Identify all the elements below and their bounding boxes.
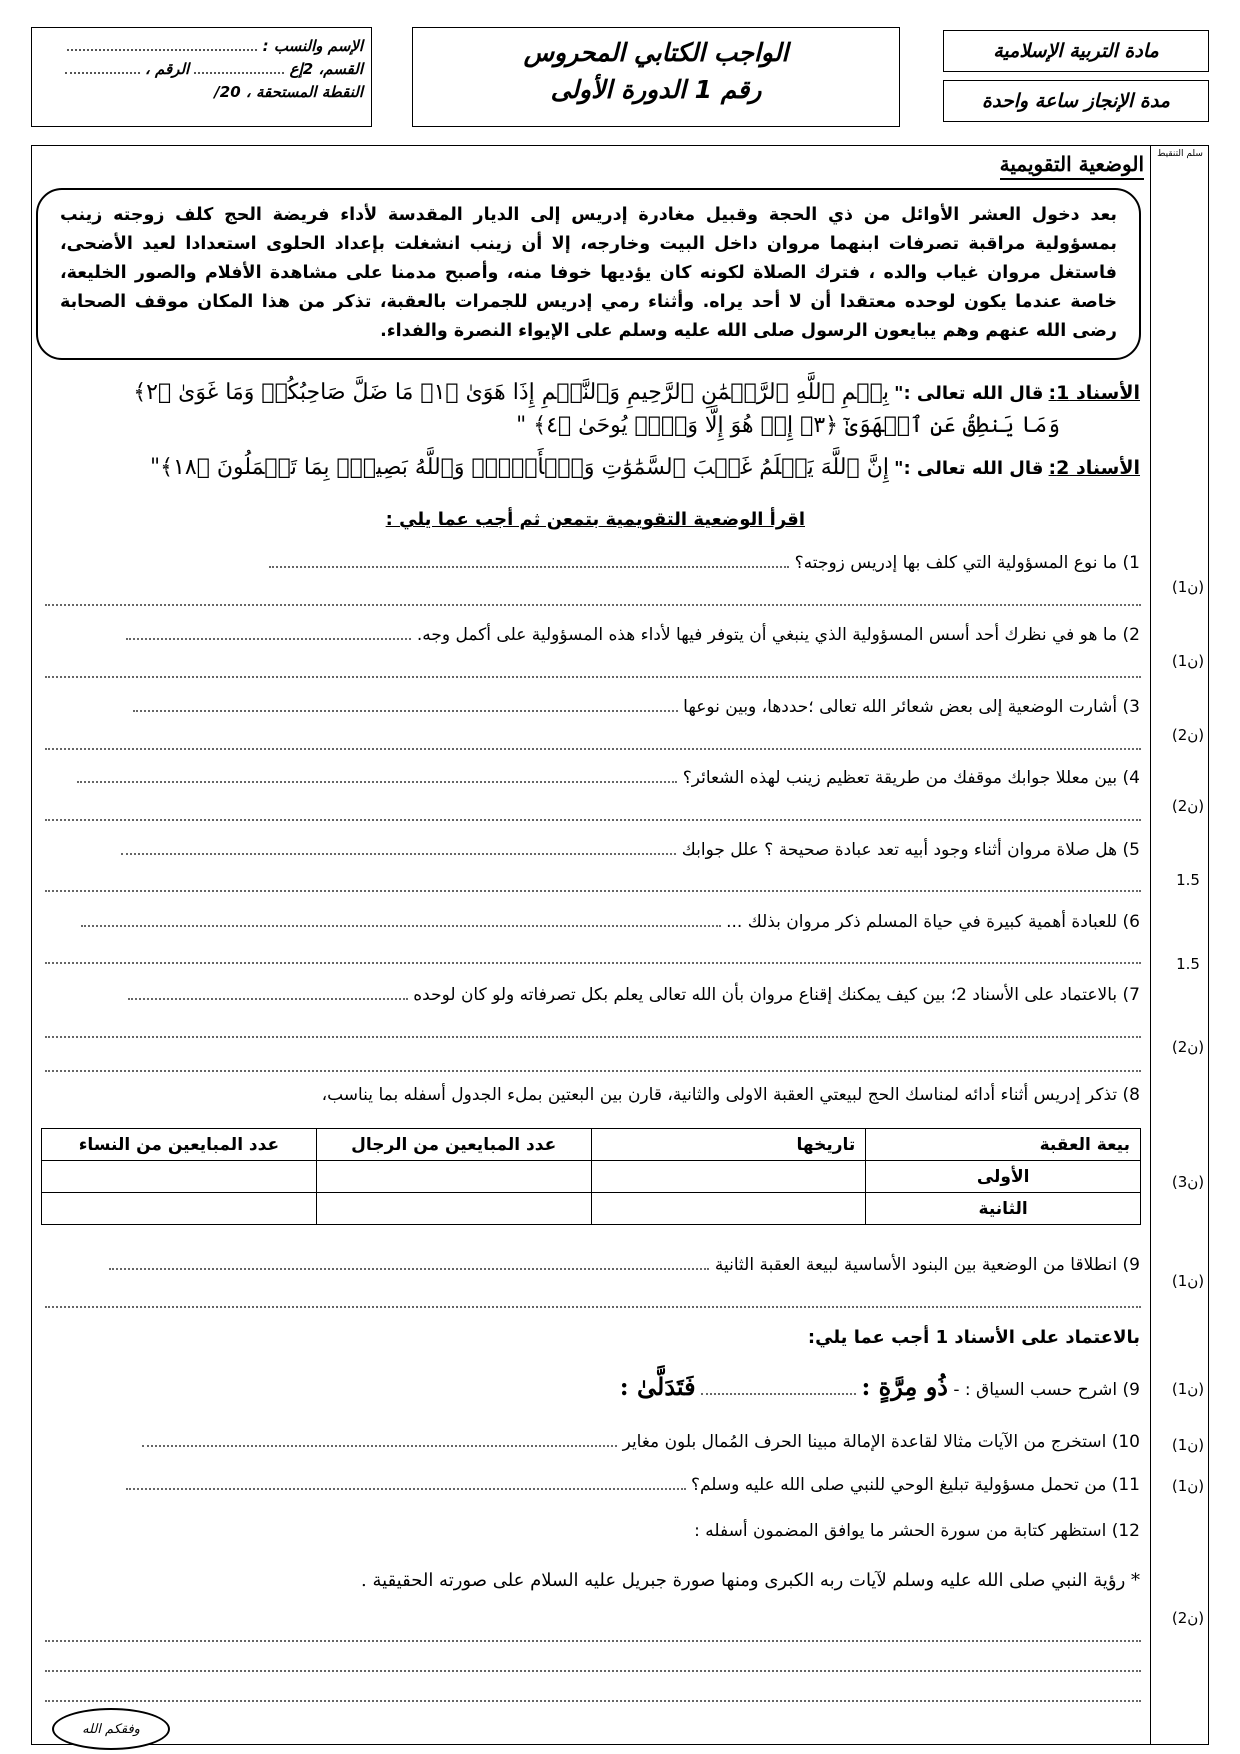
question-2: [126, 625, 1140, 645]
support1-label: الأسناد 1:: [1048, 382, 1140, 404]
name-row: [38, 35, 363, 58]
table-header-row: [42, 1129, 1141, 1161]
answer-5-line[interactable]: [45, 890, 1141, 892]
question-12-text: 12) استظهر كتابة من سورة الحشر ما يوافق المضمون أسفله :: [694, 1521, 1140, 1541]
answer-5-field[interactable]: [121, 853, 676, 855]
mark-7: (2ن): [1171, 1038, 1205, 1056]
question-8: [322, 1085, 1140, 1105]
support1-intro: قال الله تعالى :": [894, 383, 1044, 404]
mark-8: (3ن): [1171, 1173, 1205, 1191]
question-9: [109, 1255, 1140, 1275]
table-input-cell[interactable]: [591, 1161, 866, 1193]
question-2-text: 2) ما هو في نظرك أحد أسس المسؤولية الذي ينبغي أن يتوفر فيها لأداء هذه المسؤولية على أكمل وجه.: [416, 625, 1140, 645]
score-label: النقطة المستحقة ، 20/: [214, 83, 363, 101]
class-label: القسم، 2إع: [289, 60, 363, 78]
mark-5: 1.5: [1176, 871, 1200, 889]
score-row: [38, 81, 363, 104]
question-11: [126, 1475, 1140, 1495]
support2-intro: قال الله تعالى :": [894, 458, 1044, 479]
question-12-content: * رؤية النبي صلى الله عليه وسلم لآيات ربه الكبرى ومنها صورة جبريل عليه السلام على صورته الحقيقية .: [361, 1570, 1140, 1591]
table-input-cell[interactable]: [316, 1193, 591, 1225]
support1-verse-line1: بِسۡمِ ٱللَّهِ ٱلرَّحۡمَٰنِ ٱلرَّحِيمِ وَٱلنَّجۡمِ إِذَا هَوَىٰ ﴿١﴾ مَا ضَلَّ صَاحِبُكُمۡ وَمَا غَوَىٰ ﴿٢﴾: [133, 380, 889, 405]
question-6-text: 6) للعبادة أهمية كبيرة في حياة المسلم ذكر مروان بذلك ...: [726, 912, 1140, 932]
name-label: الإسم والنسب :: [262, 37, 363, 55]
table-row: [42, 1161, 1141, 1193]
support1: [60, 380, 1140, 405]
answer-2-line[interactable]: [45, 676, 1141, 678]
mark-10: (1ن): [1171, 1436, 1205, 1454]
answer-12-line-3[interactable]: [45, 1700, 1141, 1702]
title-line1: الواجب الكتابي المحروس: [523, 38, 789, 67]
subject-label: مادة التربية الإسلامية: [993, 40, 1159, 62]
answer-12-line-2[interactable]: [45, 1670, 1141, 1672]
name-field[interactable]: [67, 49, 257, 51]
scale-column-divider: [1150, 145, 1151, 1745]
answer-9-line[interactable]: [45, 1306, 1141, 1308]
question-8-text: 8) تذكر إدريس أثناء أدائه لمناسك الحج لبيعتي العقبة الاولى والثانية، قارن بين البعتين بملء الجدول أسفله بما يناسب،: [321, 1085, 1140, 1105]
table-header-cell: بيعة العقبة: [866, 1129, 1141, 1161]
aqaba-table: [41, 1128, 1141, 1225]
footer-blessing: وفقكم الله: [52, 1708, 170, 1750]
title-line2: رقم 1 الدورة الأولى: [550, 75, 762, 104]
question-9b-word1: ذُو مِرَّةٍ :: [861, 1372, 948, 1401]
answer-1-line[interactable]: [45, 604, 1141, 606]
answer-4-line[interactable]: [45, 819, 1141, 821]
table-input-cell[interactable]: [42, 1193, 317, 1225]
mark-2: (1ن): [1171, 652, 1205, 670]
answer-12-line-1[interactable]: [45, 1640, 1141, 1642]
support2-verse: إِنَّ ٱللَّهَ يَعۡلَمُ غَيۡبَ ٱلسَّمَٰوَٰتِ وَٱلۡأَرۡضِۚ وَٱللَّهُ بَصِيرُۢ بِمَا تَعۡمَلُونَ ﴿١٨﴾": [150, 455, 889, 480]
mark-1: (1ن): [1171, 578, 1205, 596]
support2-label: الأسناد 2:: [1048, 457, 1140, 479]
aqaba-table-wrap: [41, 1128, 1141, 1225]
instruction: اقرأ الوضعية التقويمية بتمعن ثم أجب عما يلي :: [385, 509, 805, 530]
answer-3-line[interactable]: [45, 748, 1141, 750]
question-7: [128, 985, 1140, 1005]
table-input-cell[interactable]: [591, 1193, 866, 1225]
question-12: [694, 1521, 1140, 1541]
table-row-label: الثانية: [866, 1193, 1141, 1225]
part2-heading: بالاعتماد على الأسناد 1 أجب عما يلي:: [807, 1327, 1140, 1348]
answer-10-field[interactable]: [142, 1445, 617, 1447]
mark-4: (2ن): [1171, 797, 1205, 815]
question-10-text: 10) استخرج من الآيات مثالا لقاعدة الإمالة مبينا الحرف المُمال بلون مغاير: [622, 1432, 1140, 1452]
section-title: الوضعية التقويمية: [1000, 152, 1144, 180]
answer-4-field[interactable]: [77, 781, 677, 783]
number-field[interactable]: [65, 72, 140, 74]
support1-verse-line2: وَمَا يَنطِقُ عَنِ ٱلۡهَوَىٰٓ ﴿٣﴾ إِنۡ هُوَ إِلَّا وَحۡيٞ يُوحَىٰ ﴿٤﴾ ": [516, 413, 1060, 438]
class-field[interactable]: [194, 72, 284, 74]
question-10: [142, 1432, 1140, 1452]
question-9b-text: 9) اشرح حسب السياق : -: [953, 1380, 1140, 1400]
question-9b-word2: فَتَدَلَّىٰ :: [619, 1372, 696, 1401]
table-header-cell: عدد المبايعين من الرجال: [316, 1129, 591, 1161]
scale-column-label: سلم التنقيط: [1157, 149, 1203, 159]
title-box: [412, 27, 900, 127]
table-row-label: الأولى: [866, 1161, 1141, 1193]
duration-box: [943, 80, 1209, 122]
scenario-text: بعد دخول العشر الأوائل من ذي الحجة وقبيل مغادرة إدريس إلى الديار المقدسة لأداء فريضة الحج كلف زوجته زينب بمسؤولية مراقبة تصرفات ابنهما مروان داخل البيت وخارجه، إلا أن زينب انشغلت بإعداد الحلوى استعدادا لعيد الأضحى، فاستغل مروان غياب والده ، فترك الصلاة لكونه كان يؤديها خوفا منه، وأصبح مدمنا على مشاهدة الأفلام والصور الخليعة، خاصة عندما يكون لوحده معتقدا أن لا أحد يراه. وأثناء رمي إدريس للجمرات بالعقبة، تذكر من هذا المكان موقف الصحابة رضى الله عنهم وهم يبايعون الرسول صلى الله عليه وسلم على الإيواء النصرة والفداء.: [60, 205, 1117, 341]
answer-7-line-2[interactable]: [45, 1070, 1141, 1072]
answer-9-field[interactable]: [109, 1268, 709, 1270]
question-3-text: 3) أشارت الوضعية إلى بعض شعائر الله تعالى ؛حددها، وبين نوعها: [683, 697, 1140, 717]
answer-7-line-1[interactable]: [45, 1036, 1141, 1038]
answer-6-field[interactable]: [81, 925, 721, 927]
table-header-cell: عدد المبايعين من النساء: [42, 1129, 317, 1161]
mark-3: (2ن): [1171, 726, 1205, 744]
question-3: [133, 697, 1140, 717]
class-row: [38, 58, 363, 81]
question-1: [269, 553, 1140, 573]
answer-3-field[interactable]: [133, 710, 678, 712]
question-4-text: 4) بين معللا جوابك موقفك من طريقة تعظيم زينب لهذه الشعائر؟: [682, 768, 1140, 788]
student-info-box: [31, 27, 372, 127]
number-label: الرقم ،: [144, 60, 190, 78]
mark-12: (2ن): [1171, 1609, 1205, 1627]
mark-11: (1ن): [1171, 1477, 1205, 1495]
answer-1-field[interactable]: [269, 566, 789, 568]
duration-label: مدة الإنجاز ساعة واحدة: [982, 90, 1170, 112]
table-input-cell[interactable]: [42, 1161, 317, 1193]
answer-6-line[interactable]: [45, 962, 1141, 964]
answer-9b-field-1[interactable]: [701, 1393, 856, 1395]
mark-9: (1ن): [1171, 1272, 1205, 1290]
question-6: [81, 912, 1140, 932]
question-1-text: 1) ما نوع المسؤولية التي كلف بها إدريس زوجته؟: [794, 553, 1140, 573]
scenario-box: [36, 188, 1141, 360]
question-5: [121, 840, 1140, 860]
answer-11-field[interactable]: [126, 1488, 686, 1490]
question-7-text: 7) بالاعتماد على الأسناد 2؛ بين كيف يمكنك إقناع مروان بأن الله تعالى يعلم بكل تصرفاته ولو كان لوحده: [413, 985, 1140, 1005]
question-9b: [620, 1372, 1140, 1401]
table-row: [42, 1193, 1141, 1225]
mark-6: 1.5: [1176, 955, 1200, 973]
answer-2-field[interactable]: [126, 638, 411, 640]
subject-box: [943, 30, 1209, 72]
question-5-text: 5) هل صلاة مروان أثناء وجود أبيه تعد عبادة صحيحة ؟ علل جوابك: [681, 840, 1140, 860]
support2: [60, 455, 1140, 480]
question-9-text: 9) انطلاقا من الوضعية بين البنود الأساسية لبيعة العقبة الثانية: [714, 1255, 1140, 1275]
question-11-text: 11) من تحمل مسؤولية تبليغ الوحي للنبي صلى الله عليه وسلم؟: [690, 1475, 1140, 1495]
answer-7-field[interactable]: [128, 998, 408, 1000]
table-header-cell: تاريخها: [591, 1129, 866, 1161]
question-4: [77, 768, 1140, 788]
mark-9b: (1ن): [1171, 1380, 1205, 1398]
table-input-cell[interactable]: [316, 1161, 591, 1193]
